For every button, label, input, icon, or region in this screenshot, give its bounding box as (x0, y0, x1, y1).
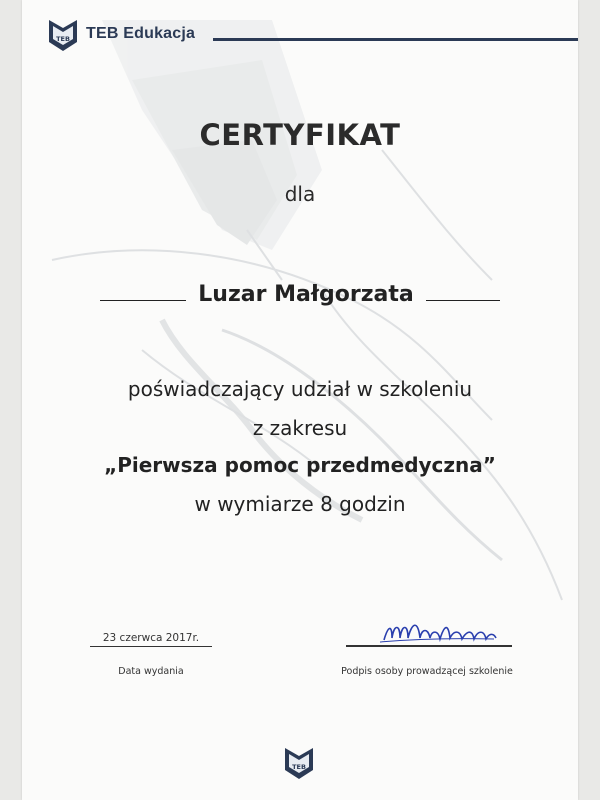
duration-text: w wymiarze 8 godzin (194, 492, 406, 516)
header (48, 18, 578, 52)
recipient-name: Luzar Małgorzata (198, 282, 414, 307)
name-underline-right (426, 280, 500, 301)
signature-rule (346, 645, 512, 647)
header-rule (213, 38, 578, 41)
certificate-title: CERTYFIKAT (199, 118, 401, 152)
issue-date-label: Data wydania (118, 666, 184, 677)
certificate-page (22, 0, 578, 800)
teb-footer-logo-icon (284, 746, 314, 780)
scope-text: z zakresu (252, 416, 348, 440)
svg-text:TEB: TEB (292, 763, 306, 771)
signature-label: Podpis osoby prowadzącej szkolenie (341, 666, 513, 677)
svg-text:TEB: TEB (56, 35, 70, 43)
recipient-line (22, 280, 578, 307)
issue-date: 23 czerwca 2017r. (90, 632, 212, 647)
attestation-text: poświadczający udział w szkoleniu (127, 377, 473, 401)
for-text: dla (284, 182, 316, 206)
brand-name: TEB Edukacja (86, 25, 196, 42)
teb-logo-icon (48, 18, 78, 52)
name-underline-left (100, 280, 186, 301)
course-name: „Pierwsza pomoc przedmedyczna” (104, 453, 496, 477)
